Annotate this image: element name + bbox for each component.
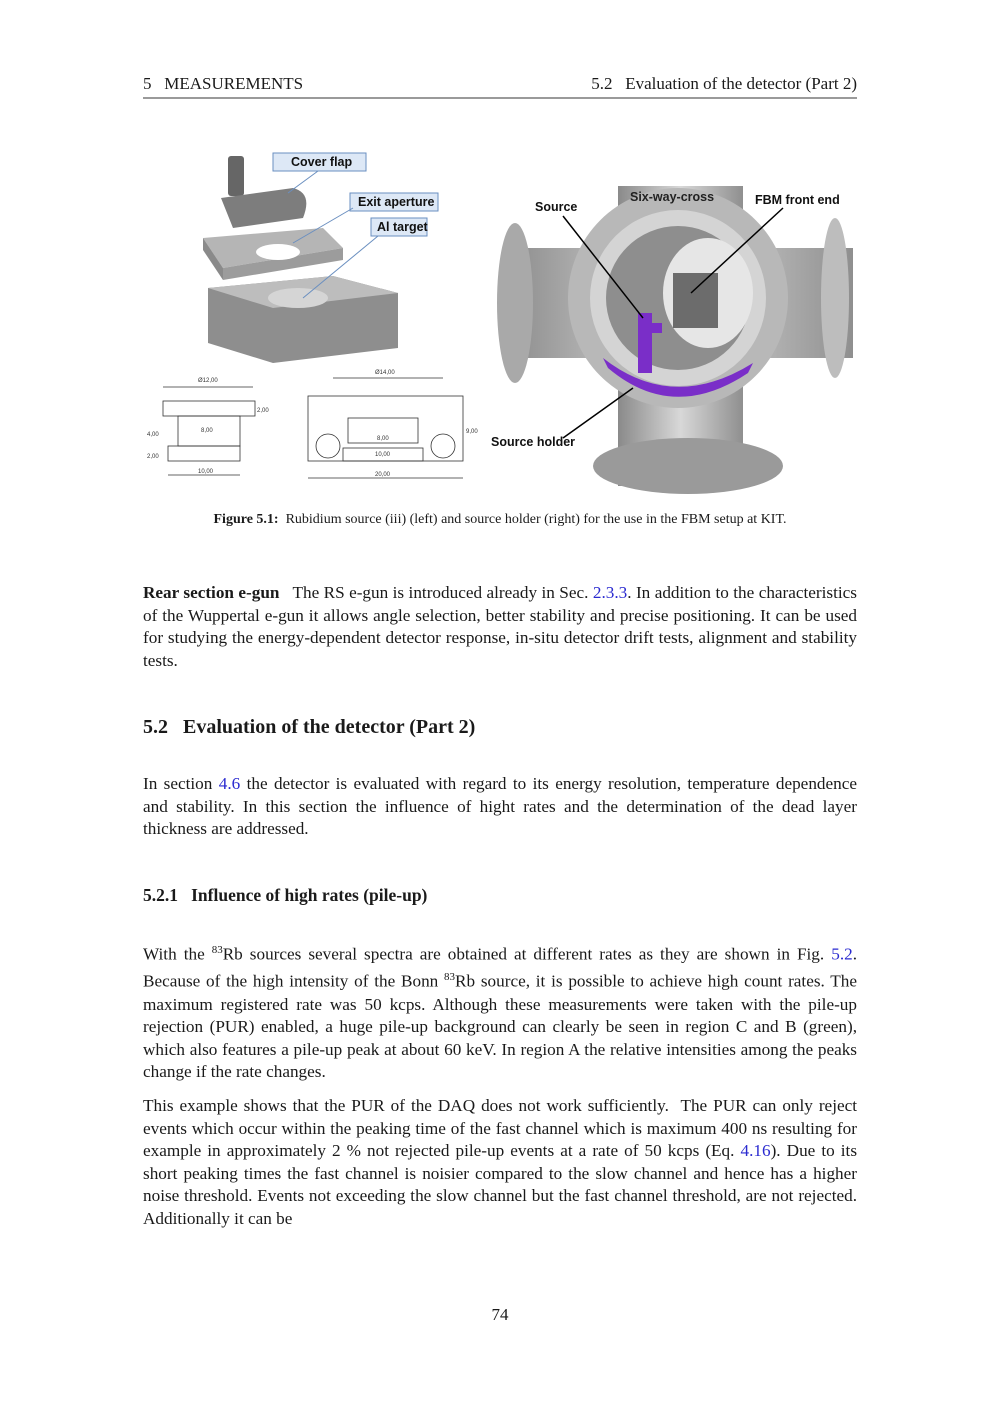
- page-number: 74: [491, 1305, 509, 1324]
- paragraph-rates: [143, 939, 857, 1084]
- header-chapter: 5 MEASUREMENTS: [143, 74, 304, 93]
- section-number: 5.2: [143, 716, 168, 738]
- label-six-way-cross: Six-way-cross: [630, 190, 715, 204]
- text: With the: [143, 944, 212, 964]
- label-exit-aperture: Exit aperture: [358, 195, 435, 209]
- isotope-superscript: 83: [211, 944, 223, 956]
- caption-label: Figure 5.1:: [213, 512, 279, 527]
- equation-link[interactable]: 4.16: [740, 1141, 771, 1161]
- text: the detector is evaluated with regard to its energy resolution, temperature dependence and stability. In this section the influence of hight rates and the determination of the dead layer thickness are addressed.: [143, 774, 857, 839]
- dim-w8a: 8,00: [201, 428, 213, 434]
- running-header: [143, 74, 857, 94]
- text: In section: [143, 774, 219, 793]
- label-fbm-front-end: FBM front end: [755, 193, 840, 207]
- text: This example shows that the PUR of the DAQ does not work sufficiently. The PUR can only reject events which occur within the peaking time of the fast channel which is maximum 400 ns resulting for example in approximately 2 % not rejected pile-up events at a rate of 50 kcps (Eq.: [143, 1096, 862, 1161]
- text: Rb source, it is possible to achieve high count rates. The maximum registered rate was 50 kcps. Although these measurements were taken with the pile-up rejection (PUR) enabled, a huge pile-up background can clearly be seen in region C and B (green), which also features a pile-up peak at about 60 keV. In region A the relative intensities among the peaks change if the rate changes.: [143, 972, 857, 1082]
- paragraph-pur: [143, 1095, 862, 1231]
- figure-link[interactable]: 5.2: [831, 944, 853, 964]
- label-source-holder: Source holder: [491, 435, 576, 449]
- label-cover-flap: Cover flap: [291, 155, 353, 169]
- dim-h2a: 2,00: [257, 408, 269, 414]
- dim-w10b: 10,00: [375, 452, 391, 458]
- figure-5-1: [143, 148, 857, 500]
- section-link[interactable]: 4.6: [218, 774, 241, 793]
- section-title: Evaluation of the detector (Part 2): [183, 716, 476, 738]
- rubidium-source-drawing: [203, 156, 398, 363]
- section-link[interactable]: 2.3.3: [592, 583, 628, 602]
- text: The RS e-gun is introduced already in Sec.: [279, 583, 593, 602]
- label-source: Source: [535, 200, 578, 214]
- subsection-title: Influence of high rates (pile-up): [191, 885, 428, 905]
- text: . Because of the high intensity of the Bonn: [143, 944, 857, 992]
- dim-h4: 4,00: [147, 432, 159, 438]
- dim-w10a: 10,00: [198, 469, 214, 475]
- text: . In addition to the characteristics of the Wuppertal e-gun it allows angle selection, better stability and precise positioning. It can be used for studying the energy-dependent detector response, in-situ detector drift tests, alignment and stability tests.: [143, 583, 857, 670]
- paragraph-evaluation: [143, 773, 857, 841]
- text: Rb sources several spectra are obtained at different rates as they are shown in Fig.: [222, 944, 832, 964]
- header-rule: [143, 97, 857, 99]
- dim-h2b: 2,00: [147, 454, 159, 460]
- isotope-superscript: 83: [444, 971, 456, 984]
- subsection-heading: [143, 885, 427, 906]
- caption-text: Rubidium source (iii) (left) and source holder (right) for the use in the FBM setup at KIT.: [285, 512, 787, 527]
- paragraph-title: Rear section e-gun: [143, 583, 280, 602]
- dim-w20: 20,00: [375, 472, 391, 478]
- figure-caption: [143, 512, 857, 528]
- paragraph-rear-section: [143, 582, 857, 672]
- dim-w8b: 8,00: [377, 436, 389, 442]
- header-section: 5.2 Evaluation of the detector (Part 2): [591, 74, 857, 93]
- text: ). Due to its short peaking times the fast channel is noisier compared to the slow channel and hence has a higher noise threshold. Events not exceeding the slow channel but the fast channel threshold, are not rejected. Additionally it can be: [143, 1141, 858, 1228]
- label-al-target: Al target: [377, 220, 428, 234]
- dim-d12: Ø12,00: [198, 378, 218, 384]
- subsection-number: 5.2.1: [143, 885, 178, 905]
- section-heading: [143, 716, 475, 739]
- dim-h9: 9,00: [466, 429, 478, 435]
- dim-d14: Ø14,00: [375, 370, 395, 376]
